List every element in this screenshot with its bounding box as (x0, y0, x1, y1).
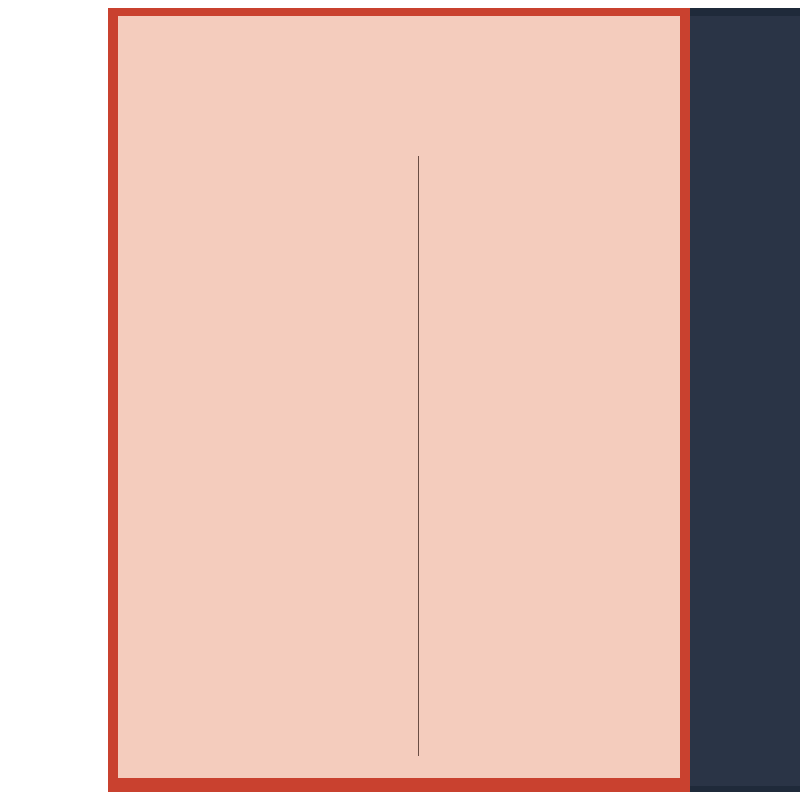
contents-page (118, 16, 680, 778)
column-divider (418, 156, 419, 756)
book-spine-edge (680, 16, 800, 786)
